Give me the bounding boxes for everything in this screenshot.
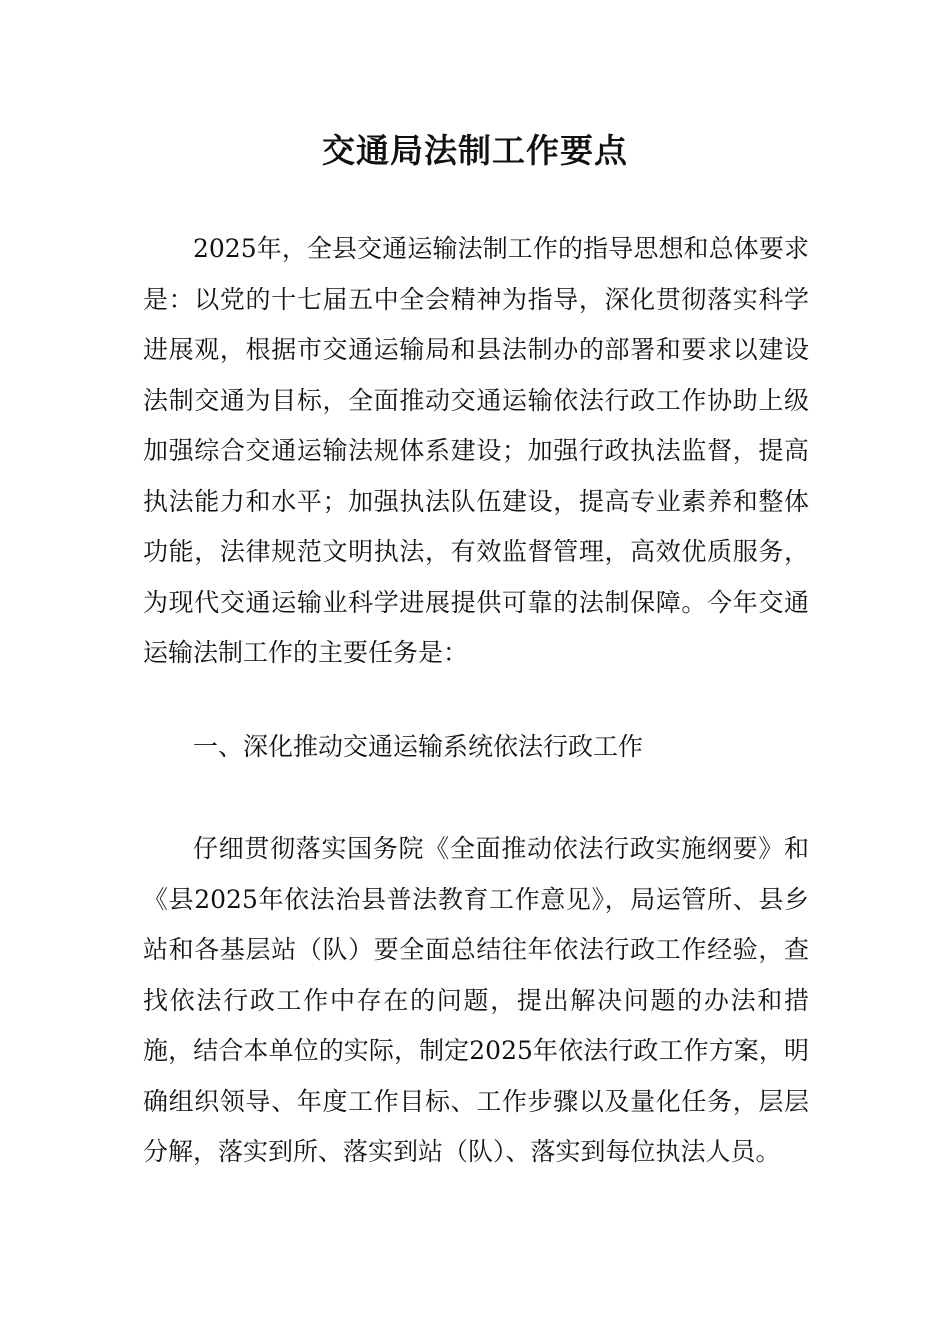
intro-paragraph: 2025年，全县交通运输法制工作的指导思想和总体要求是：以党的十七届五中全会精神为指导，深化贯彻落实科学进展观，根据市交通运输局和县法制办的部署和要求以建设法制交通为目标，全面推动交通运输依法行政工作协助上级加强综合交通运输法规体系建设；加强行政执法监督，提高执法能力和水平；加强执法队伍建设，提高专业素养和整体功能，法律规范文明执法，有效监督管理，高效优质服务，为现代交通运输业科学进展提供可靠的法制保障。今年交通运输法制工作的主要任务是：	[143, 234, 809, 667]
document-title: 交通局法制工作要点	[322, 131, 628, 170]
section-1-paragraph: 仔细贯彻落实国务院《全面推动依法行政实施纲要》和《县2025年依法治县普法教育工作意见》，局运管所、县乡站和各基层站（队）要全面总结往年依法行政工作经验，查找依法行政工作中存在的问题，提出解决问题的办法和措施，结合本单位的实际，制定2025年依法行政工作方案，明确组织领导、年度工作目标、工作步骤以及量化任务，层层分解，落实到所、落实到站（队）、落实到每位执法人员。	[143, 834, 809, 1166]
section-1-heading: 一、深化推动交通运输系统依法行政工作	[193, 732, 644, 761]
